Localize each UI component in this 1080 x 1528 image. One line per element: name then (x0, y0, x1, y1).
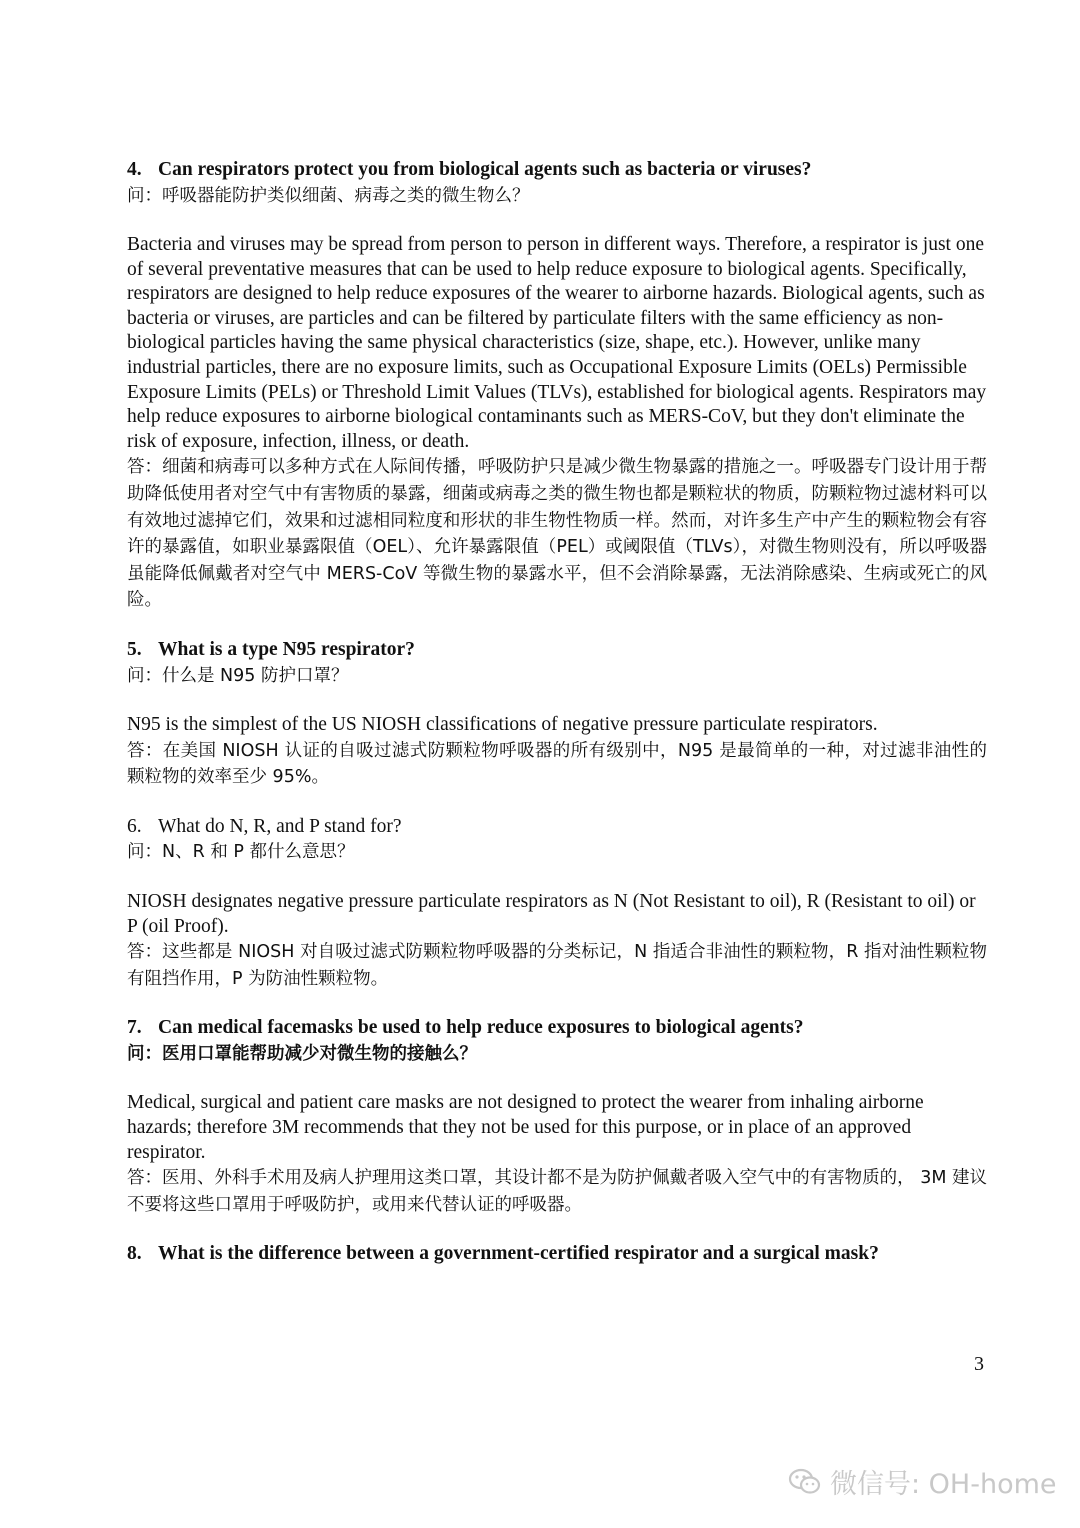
wechat-icon (788, 1467, 822, 1497)
answer-5-zh: 答：在美国 NIOSH 认证的自吸过滤式防颗粒物呼吸器的所有级别中，N95 是最简单的一种，对过滤非油性的颗粒物的效率至少 95%。 (127, 740, 987, 788)
answer-4-zh: 答：细菌和病毒可以多种方式在人际间传播，呼吸防护只是减少微生物暴露的措施之一。呼吸器专门设计用于帮助降低使用者对空气中有害物质的暴露，细菌或病毒之类的微生物也都是颗粒状的物质，防颗粒物过滤材料可以有效地过滤掉它们，效果和过滤相同粒度和形状的非生物性物质一样。然而，对许多生产中产生的颗粒物会有容许的暴露值，如职业暴露限值（OEL）、允许暴露限值（PEL）或阈限值（TLVs），对微生物则没有，所以呼吸器虽能降低佩戴者对空气中 MERS-CoV 等微生物的暴露水平，但不会消除暴露，无法消除感染、生病或死亡的风险。 (127, 457, 987, 611)
question-4-zh: 问：呼吸器能防护类似细菌、病毒之类的微生物么？ (127, 185, 530, 206)
question-text: Can respirators protect you from biological agents such as bacteria or viruses? (158, 159, 812, 180)
question-8 (127, 1242, 987, 1267)
question-7-zh: 问：医用口罩能帮助减少对微生物的接触么？ (127, 1043, 477, 1064)
question-5 (127, 638, 987, 663)
question-text: What do N, R, and P stand for? (158, 815, 402, 837)
answer-6: NIOSH designates negative pressure particulate respirators as N (Not Resistant to oil), R (Resistant to oil) or P (oil Proof). (127, 890, 976, 937)
question-text: What is the difference between a government-certified respirator and a surgical mask? (158, 1243, 879, 1265)
answer-4: Bacteria and viruses may be spread from person to person in different ways. Therefore, a respirator is just one of several preventative measures that can be used to help reduce exposure to biological agents. Specifically, respirators are designed to help reduce exposures of the wearer to airborne hazards. Biological agents, such as bacteria or viruses, are particles and can be filtered by particulate filters with the same efficiency as non-biological particles having the same physical characteristics (size, shape, etc.). However, unlike many industrial particles, there are no exposure limits, such as Occupational Exposure Limits (OELs) Permissible Exposure Limits (PELs) or Threshold Limit Values (TLVs), established for biological agents. Respirators may help reduce exposures to airborne biological contaminants such as MERS-CoV, but they don't eliminate the risk of exposure, infection, illness, or death. (127, 234, 987, 452)
question-5-zh: 问：什么是 N95 防护口罩？ (127, 665, 349, 686)
page-number: 3 (974, 1353, 984, 1375)
question-number: 5. (127, 639, 142, 660)
question-number: 8. (127, 1243, 142, 1265)
question-number: 7. (127, 1017, 142, 1039)
answer-7-zh: 答：医用、外科手术用及病人护理用这类口罩，其设计都不是为防护佩戴者吸入空气中的有害物质的， 3M 建议不要将这些口罩用于呼吸防护，或用来代替认证的呼吸器。 (127, 1168, 987, 1215)
document-body (127, 158, 987, 1267)
answer-6-zh: 答：这些都是 NIOSH 对自吸过滤式防颗粒物呼吸器的分类标记，N 指适合非油性的颗粒物，R 指对油性颗粒物有阻挡作用，P 为防油性颗粒物。 (127, 942, 987, 989)
question-text: Can medical facemasks be used to help reduce exposures to biological agents? (158, 1017, 804, 1039)
question-7 (127, 1016, 987, 1041)
question-number: 4. (127, 159, 142, 180)
question-6 (127, 815, 987, 840)
question-4 (127, 158, 987, 183)
question-6-zh: 问：N、R 和 P 都什么意思？ (127, 842, 355, 863)
answer-7: Medical, surgical and patient care masks are not designed to protect the wearer from inhaling airborne hazards; therefore 3M recommends that they not be used for this purpose, or in place of an approved respirator. (127, 1092, 924, 1163)
watermark-text: 微信号: OH-home (830, 1469, 1057, 1500)
question-number: 6. (127, 815, 142, 837)
question-text: What is a type N95 respirator? (158, 639, 415, 660)
answer-5: N95 is the simplest of the US NIOSH classifications of negative pressure particulate respirators. (127, 714, 878, 736)
watermark (788, 1462, 1057, 1501)
